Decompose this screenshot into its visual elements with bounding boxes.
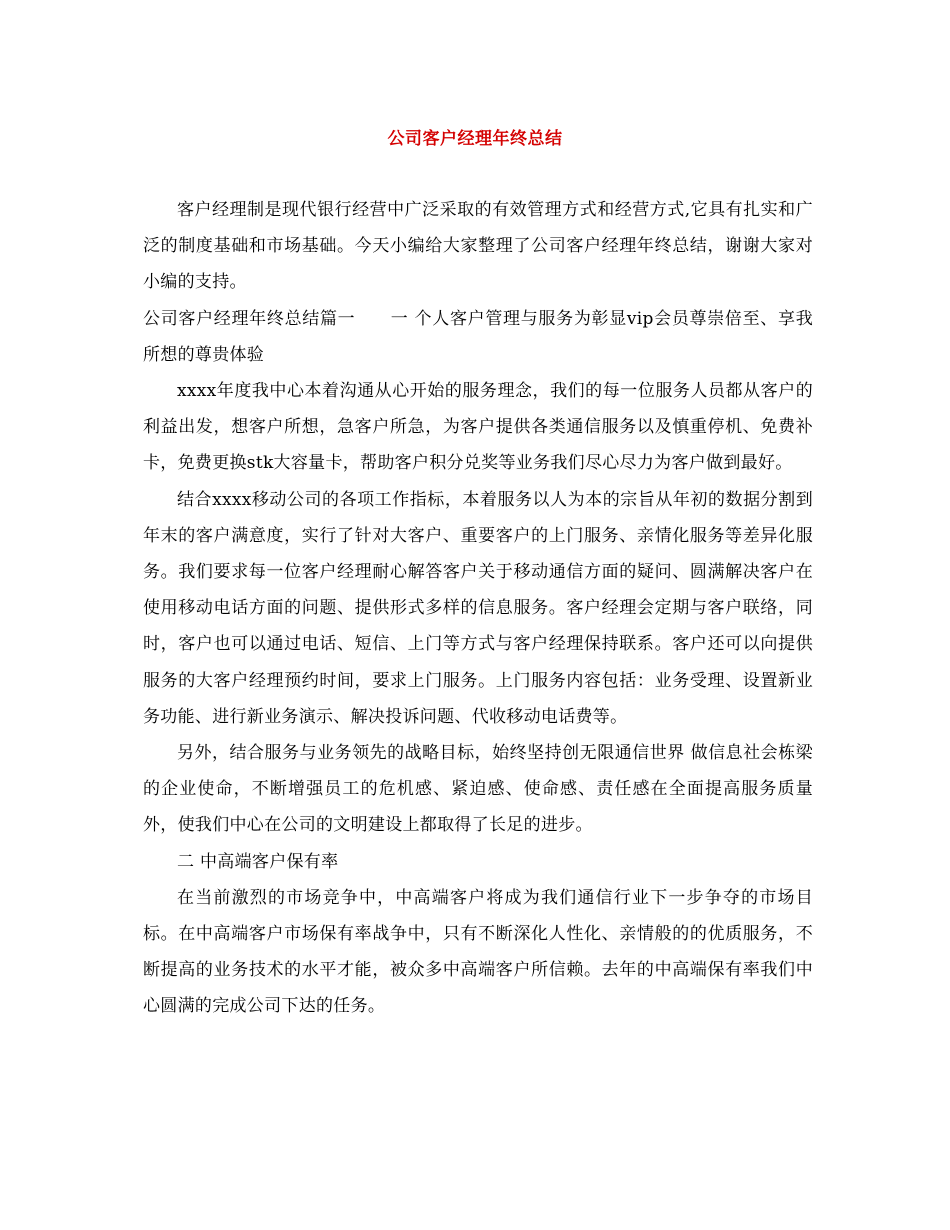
paragraph-retention-detail: 在当前激烈的市场竞争中，中高端客户将成为我们通信行业下一步争夺的市场目标。在中高端客户市场保有率战争中，只有不断深化人性化、亲情般的的优质服务，不断提高的业务技术的水平才能，被众多中高端客户所信赖。去年的中高端保有率我们中心圆满的完成公司下达的任务。 [143,887,813,1017]
paragraph-intro: 客户经理制是现代银行经营中广泛采取的有效管理方式和经营方式,它具有扎实和广泛的制度基础和市场基础。今天小编给大家整理了公司客户经理年终总结，谢谢大家对小编的支持。 [143,200,813,293]
paragraph-strategic-goal: 另外，结合服务与业务领先的战略目标，始终坚持创无限通信世界 做信息社会栋梁的企业使命，不断增强员工的危机感、紧迫感、使命感、责任感在全面提高服务质量外，使我们中心在公司的文明建设上都取得了长足的进步。 [143,743,813,836]
paragraph-subheading-retention: 二 中高端客户保有率 [177,851,339,872]
paragraph-differentiated-service: 结合xxxx移动公司的各项工作指标，本着服务以人为本的宗旨从年初的数据分割到年末的客户满意度，实行了针对大客户、重要客户的上门服务、亲情化服务等差异化服务。我们要求每一位客户经理耐心解答客户关于移动通信方面的疑问、圆满解决客户在使用移动电话方面的问题、提供形式多样的信息服务。客户经理会定期与客户联络，同时，客户也可以通过电话、短信、上门等方式与客户经理保持联系。客户还可以向提供服务的大客户经理预约时间，要求上门服务。上门服务内容包括：业务受理、设置新业务功能、进行新业务演示、解决投诉问题、代收移动电话费等。 [143,489,813,727]
paragraph-section-heading: 公司客户经理年终总结篇一 一 个人客户管理与服务为彰显vip会员尊崇倍至、享我所想的尊贵体验 [143,308,813,365]
document-body [143,192,813,1025]
paragraph-service-concept: xxxx年度我中心本着沟通从心开始的服务理念，我们的每一位服务人员都从客户的利益出发，想客户所想，急客户所急，为客户提供各类通信服务以及慎重停机、免费补卡，免费更换stk大容量卡，帮助客户积分兑奖等业务我们尽心尽力为客户做到最好。 [143,381,813,474]
document-title: 公司客户经理年终总结 [387,129,563,149]
